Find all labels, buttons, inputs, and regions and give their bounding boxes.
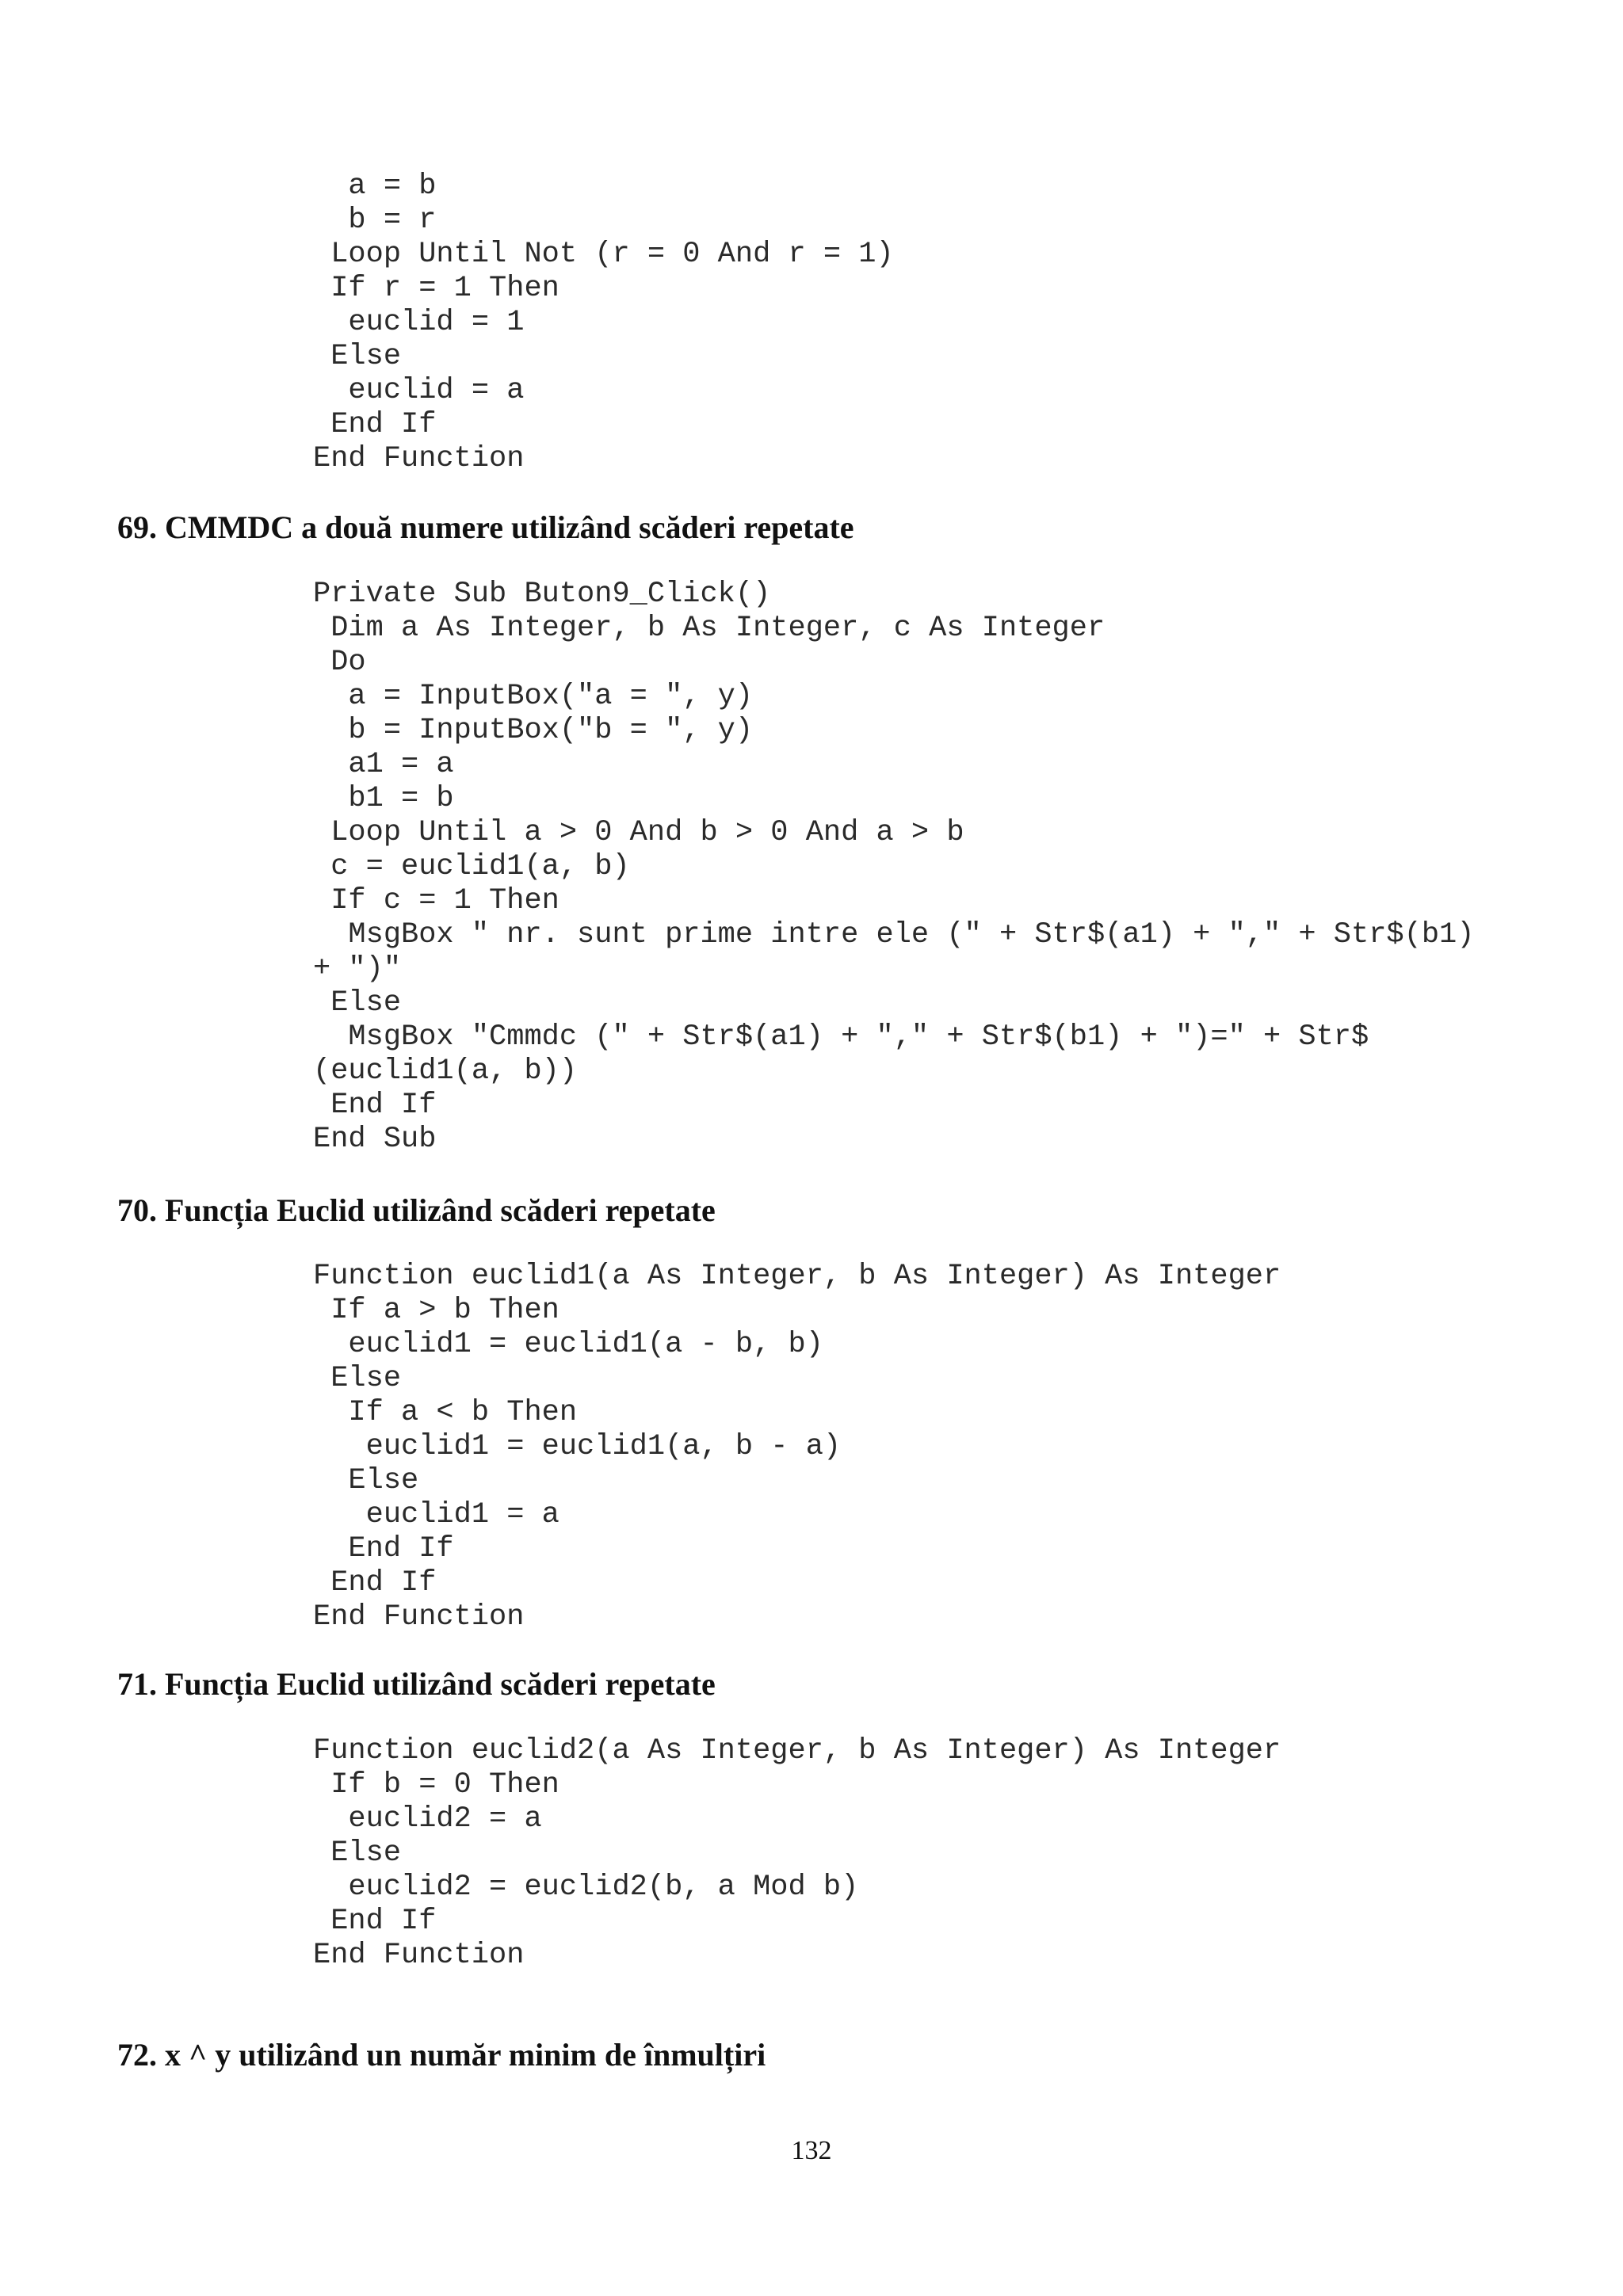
section-heading-72: 72. x ^ y utilizând un număr minim de înmulțiri — [117, 2037, 766, 2073]
code-line: Loop Until Not (r = 0 And r = 1) — [313, 238, 894, 271]
code-line: Else — [313, 986, 402, 1020]
code-line: End If — [313, 1089, 437, 1122]
code-line: euclid1 = euclid1(a - b, b) — [313, 1328, 823, 1361]
code-line: euclid = a — [313, 374, 525, 407]
code-line: If r = 1 Then — [313, 272, 559, 305]
code-line: If a < b Then — [313, 1396, 578, 1429]
code-line: If b = 0 Then — [313, 1768, 559, 1802]
code-line: Dim a As Integer, b As Integer, c As Integer — [313, 612, 1106, 645]
code-line: Function euclid1(a As Integer, b As Integer) As Integer — [313, 1260, 1281, 1293]
code-line: End Function — [313, 442, 525, 475]
section-heading-69: 69. CMMDC a două numere utilizând scăderi repetate — [117, 509, 854, 545]
code-line: End If — [313, 408, 437, 441]
code-block-euclid-end — [313, 170, 894, 476]
code-line: euclid2 = a — [313, 1802, 542, 1836]
code-line: b = r — [313, 204, 437, 237]
code-line: + ")" — [313, 952, 402, 986]
code-line: euclid1 = euclid1(a, b - a) — [313, 1430, 842, 1463]
code-line: If a > b Then — [313, 1294, 559, 1327]
code-line: euclid2 = euclid2(b, a Mod b) — [313, 1871, 859, 1904]
code-line: End Function — [313, 1600, 525, 1634]
code-line: Else — [313, 1464, 419, 1497]
code-line: End Function — [313, 1939, 525, 1972]
code-line: a = InputBox("a = ", y) — [313, 680, 754, 713]
code-line: End Sub — [313, 1123, 437, 1156]
code-line: Else — [313, 1836, 402, 1870]
code-line: Function euclid2(a As Integer, b As Integer) As Integer — [313, 1734, 1281, 1768]
code-block-euclid2 — [313, 1734, 1281, 1973]
code-line: (euclid1(a, b)) — [313, 1055, 578, 1088]
code-line: End If — [313, 1532, 454, 1566]
code-block-buton9-click — [313, 578, 1474, 1157]
code-line: End If — [313, 1566, 437, 1600]
code-line: b1 = b — [313, 782, 454, 815]
code-line: a = b — [313, 170, 437, 203]
page-number: 132 — [791, 2136, 832, 2165]
code-line: euclid1 = a — [313, 1498, 559, 1531]
code-line: Else — [313, 340, 402, 373]
code-line: MsgBox " nr. sunt prime intre ele (" + Str$(a1) + "," + Str$(b1) — [313, 918, 1475, 952]
code-line: End If — [313, 1905, 437, 1938]
code-line: Private Sub Buton9_Click() — [313, 578, 771, 611]
code-line: Do — [313, 646, 366, 679]
code-line: Loop Until a > 0 And b > 0 And a > b — [313, 816, 964, 849]
section-heading-70: 70. Funcția Euclid utilizând scăderi repetate — [117, 1192, 716, 1228]
code-line: euclid = 1 — [313, 306, 525, 339]
code-block-euclid1 — [313, 1260, 1281, 1634]
code-line: b = InputBox("b = ", y) — [313, 714, 754, 747]
code-line: Else — [313, 1362, 402, 1395]
code-line: a1 = a — [313, 748, 454, 781]
code-line: If c = 1 Then — [313, 884, 559, 917]
code-line: c = euclid1(a, b) — [313, 850, 630, 883]
section-heading-71: 71. Funcția Euclid utilizând scăderi repetate — [117, 1666, 716, 1702]
code-line: MsgBox "Cmmdc (" + Str$(a1) + "," + Str$(b1) + ")=" + Str$ — [313, 1020, 1369, 1054]
